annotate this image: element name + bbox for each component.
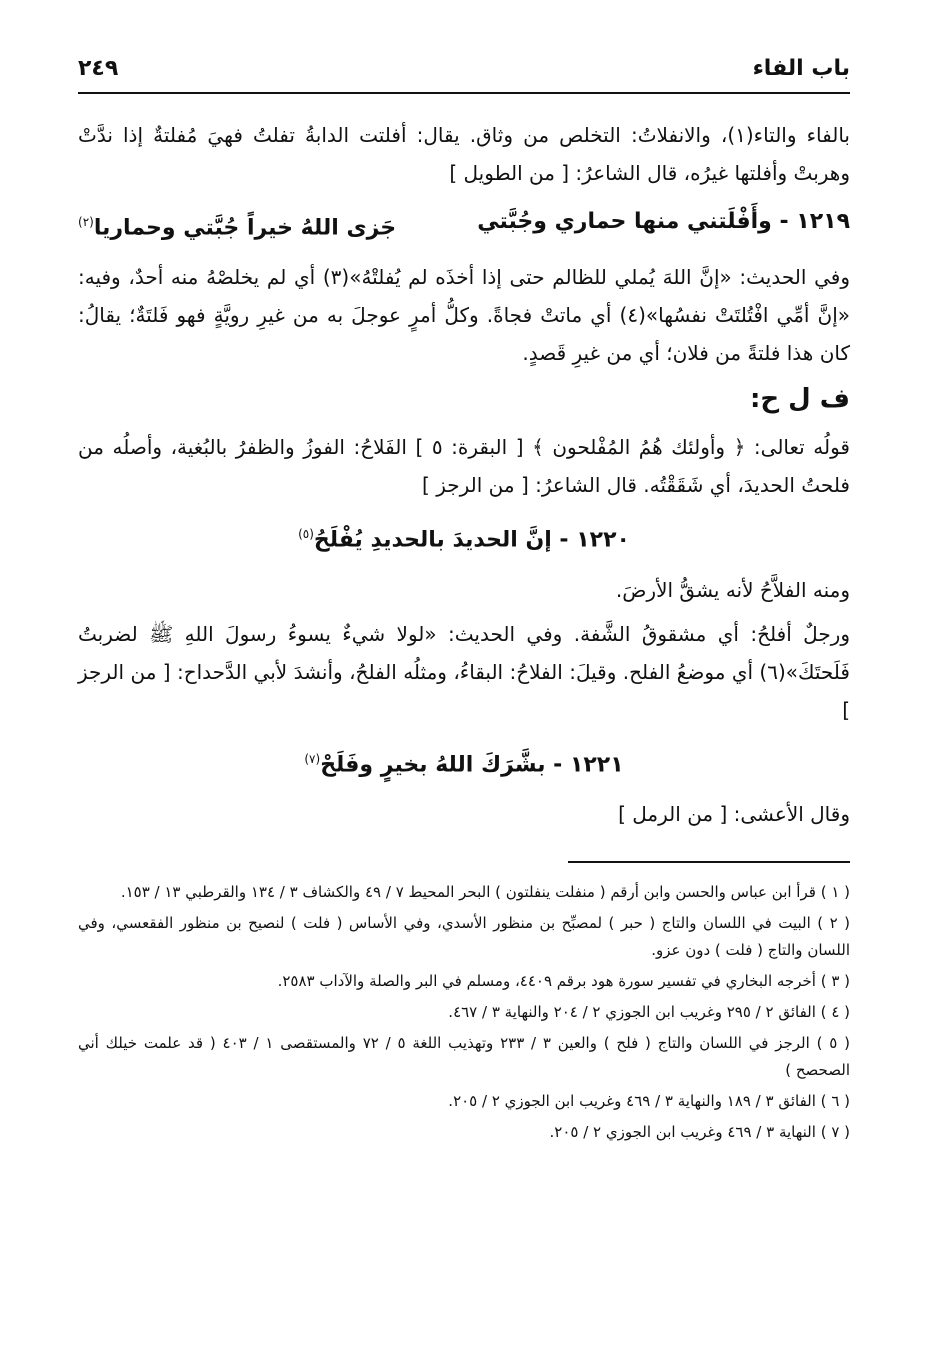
- footnote-divider: [568, 861, 850, 863]
- paragraph-falah: قولُه تعالى: ﴿ وأولئك هُمُ المُفْلحون ﴾ [ البقرة: ٥ ] الفَلاحُ: الفوزُ والظفرُ بالبُغية، وأصلُه من فلحتُ الحديدَ، أي شَقَقْتُه. قال الشاعرُ: [ من الرجز ]: [78, 435, 850, 498]
- verse-1220-line: ١٢٢٠ - إنَّ الحديدَ بالحديدِ يُفْلَحُ: [313, 527, 630, 553]
- verse-1221-text: [304, 739, 623, 785]
- footnote-2: ( ٢ ) البيت في اللسان والتاج ( حبر ) لمصبِّح بن منظور الأسدي، وفي الأساس ( فلت ) لنصيح بن منظور الفقعسي، وفي اللسان والتاج ( فلت ) دون عزو.: [78, 913, 850, 959]
- verse-1219-first-hemistich: ١٢١٩ - وأَفْلَتني منها حماري وجُبَّتي: [477, 209, 850, 234]
- paragraph-hadith-iflat: وفي الحديث: «إنَّ اللهَ يُملي للظالم حتى إذا أخذَه لم يُفلتْهُ»(٣) أي لم يخلصْهُ منه أحدٌ، وفيه: «إنَّ أمِّي افْتُلتَتْ نفسُها»(٤) أي ماتتْ فجاةً. وكلُّ أمرٍ عوجلَ به من غيرِ رويَّةٍ فهو فَلتَةٌ؛ يقالُ: كان هذا فلتةً من فلان؛ أي من غيرِ قَصدٍ.: [78, 265, 850, 366]
- footnote-ref-2: (٢): [78, 215, 94, 229]
- footnote-ref-5: (٥): [298, 527, 314, 542]
- footnote-3: ( ٣ ) أخرجه البخاري في تفسير سورة هود برقم ٤٤٠٩، ومسلم في البر والصلة والآداب ٢٥٨٣.: [277, 971, 850, 990]
- verse-1221-line: ١٢٢١ - بشَّرَكَ اللهُ بخيرٍ وفَلَحْ: [320, 751, 624, 777]
- verse-1220-text: [298, 514, 630, 560]
- page-header: [78, 40, 850, 94]
- footnotes: [78, 879, 850, 1146]
- entry-heading-flh: ف ل ح:: [749, 384, 850, 415]
- verse-1221: [78, 739, 850, 785]
- verse-1219-second-hemistich: [78, 202, 396, 248]
- paragraph-aflah: ورجلٌ أفلحُ: أي مشقوقُ الشَّفة. وفي الحديث: «لولا شيءٌ يسوءُ رسولَ اللهِ ﷺ لضربتُ فَلَحتَكَ»(٦) أي موضعُ الفلح. وقيلَ: الفلاحُ: البقاءُ، ومثلُه الفلحُ، وأنشدَ لأبي الدَّحداح: [ من الرجز ]: [78, 621, 850, 722]
- verse-1220: [78, 514, 850, 560]
- chapter-title: باب الفاء: [752, 56, 850, 81]
- paragraph-aasha: وقال الأعشى: [ من الرمل ]: [618, 801, 850, 826]
- book-page: [78, 40, 850, 1330]
- footnote-4: ( ٤ ) الفائق ٢ / ٢٩٥ وغريب ابن الجوزي ٢ / ٢٠٤ والنهاية ٣ / ٤٦٧.: [448, 1002, 850, 1021]
- footnote-5: ( ٥ ) الرجز في اللسان والتاج ( فلح ) والعين ٣ / ٢٣٣ وتهذيب اللغة ٥ / ٧٢ والمستقصى ١ / ٤٠٣ ( قد علمت خيلك أني الصحصح ): [78, 1033, 850, 1079]
- paragraph-fallah: ومنه الفلاَّحُ لأنه يشقُّ الأرضَ.: [615, 577, 850, 602]
- footnote-6: ( ٦ ) الفائق ٣ / ١٨٩ والنهاية ٣ / ٤٦٩ وغريب ابن الجوزي ٢ / ٢٠٥.: [448, 1091, 850, 1110]
- verse-1219-second-text: جَزى اللهُ خيراً جُبَّتي وحماريا: [93, 215, 397, 241]
- footnote-ref-7: (٧): [304, 751, 321, 766]
- footnote-7: ( ٧ ) النهاية ٣ / ٤٦٩ وغريب ابن الجوزي ٢ / ٢٠٥.: [549, 1122, 850, 1141]
- verse-1219: [78, 202, 850, 248]
- paragraph-intro: بالفاء والتاء(١)، والانفلاتُ: التخلص من وثاق. يقال: أفلتت الدابةُ تفلتُ فهيَ مُفلتةٌ إذا ندَّتْ وهربتْ وأفلتها غيرُه، قال الشاعرُ: [ من الطويل ]: [78, 123, 850, 185]
- main-text: [78, 116, 850, 833]
- page-number: ٢٤٩: [78, 56, 119, 81]
- footnote-1: ( ١ ) قرأ ابن عباس والحسن وابن أرقم ( منفلت ينفلتون ) البحر المحيط ٧ / ٤٩ والكشاف ٣ / ١٣٤ والقرطبي ١٣ / ١٥٣.: [120, 882, 850, 901]
